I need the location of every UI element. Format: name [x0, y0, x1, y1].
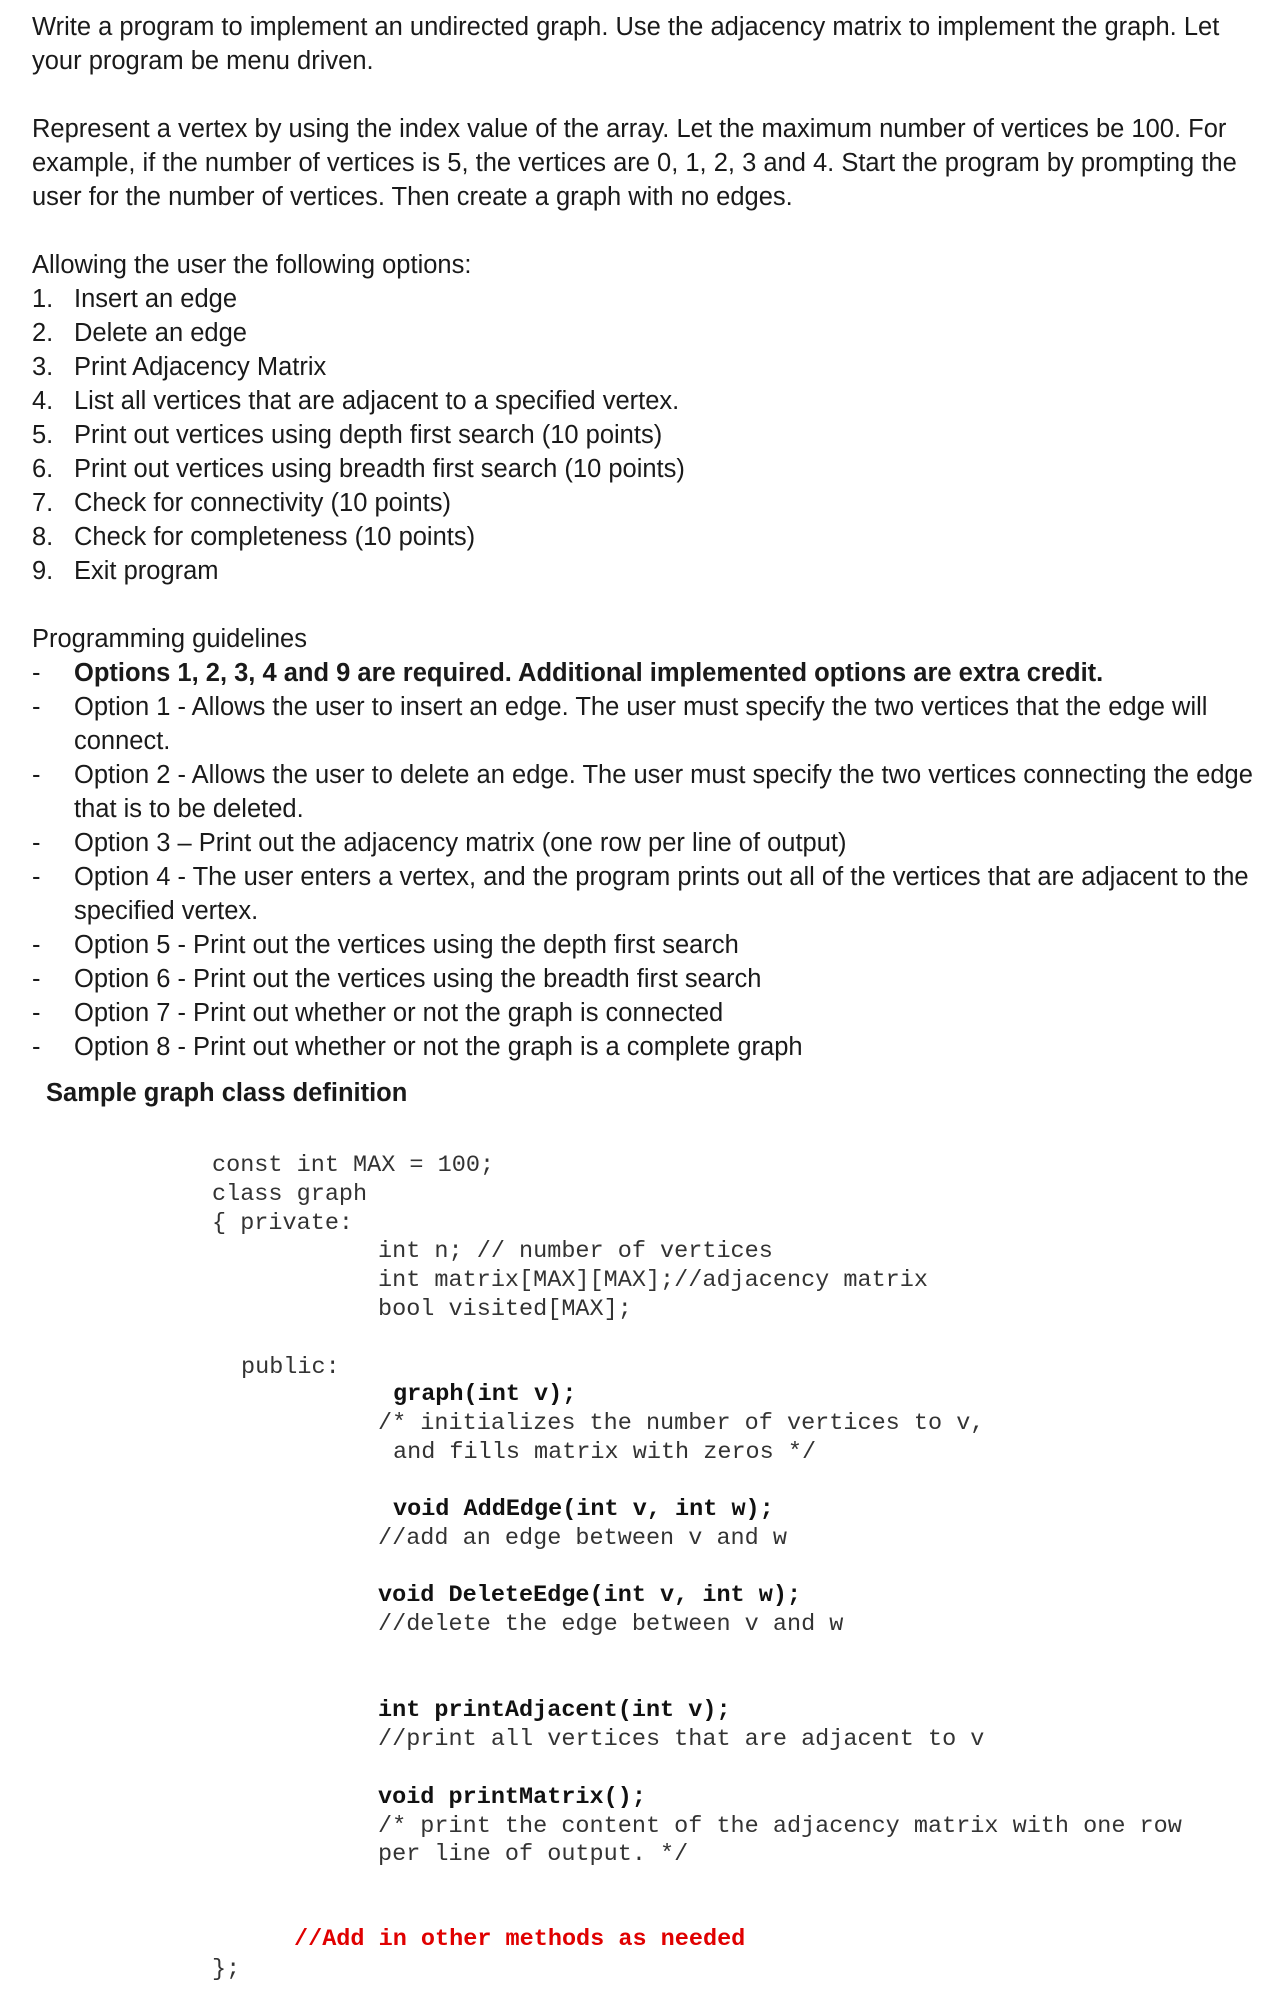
code-line: void DeleteEdge(int v, int w);	[378, 1582, 802, 1609]
options-list	[32, 282, 1262, 588]
code-line: /* print the content of the adjacency matrix with one row	[378, 1813, 1182, 1840]
list-item: - Option 6 - Print out the vertices using the breadth first search	[32, 965, 762, 993]
sample-heading: Sample graph class definition	[46, 1079, 408, 1107]
list-item: - Option 8 - Print out whether or not the graph is a complete graph	[32, 1033, 803, 1061]
code-line: //add an edge between v and w	[378, 1525, 787, 1552]
code-line: const int MAX = 100;	[212, 1152, 495, 1179]
code-line: void AddEdge(int v, int w);	[393, 1496, 774, 1523]
code-line: int printAdjacent(int v);	[378, 1697, 731, 1724]
code-line: and fills matrix with zeros */	[393, 1439, 817, 1466]
list-item: - Option 5 - Print out the vertices using the depth first search	[32, 931, 739, 959]
code-line: int n; // number of vertices	[378, 1238, 773, 1265]
code-line: per line of output. */	[378, 1841, 689, 1868]
list-item: - Option 2 - Allows the user to delete an edge. The user must specify the two vertices connecting the edge that is to be deleted.	[32, 761, 1253, 823]
code-line: class graph	[212, 1181, 368, 1208]
list-item: 7. Check for connectivity (10 points)	[32, 489, 451, 517]
code-line: public:	[241, 1354, 340, 1381]
list-item: 8. Check for completeness (10 points)	[32, 523, 476, 551]
code-comment-highlight: //Add in other methods as needed	[294, 1926, 746, 1953]
code-line: /* initializes the number of vertices to v,	[378, 1410, 985, 1437]
list-item: - Options 1, 2, 3, 4 and 9 are required. Additional implemented options are extra credit.	[32, 659, 1104, 687]
list-item: 3. Print Adjacency Matrix	[32, 353, 327, 381]
list-item: - Option 1 - Allows the user to insert an edge. The user must specify the two vertices that the edge will connect.	[32, 693, 1208, 755]
code-line: int matrix[MAX][MAX];//adjacency matrix	[378, 1267, 928, 1294]
list-item: 2. Delete an edge	[32, 319, 247, 347]
intro-paragraph-2: Represent a vertex by using the index value of the array. Let the maximum number of vertices be 100. For example, if the number of vertices is 5, the vertices are 0, 1, 2, 3 and 4. Start the program by prompting the user for the number of vertices. Then create a graph with no edges.	[32, 115, 1237, 211]
code-line: bool visited[MAX];	[378, 1296, 632, 1323]
list-item: - Option 4 - The user enters a vertex, and the program prints out all of the vertices that are adjacent to the specified vertex.	[32, 863, 1249, 925]
code-line: };	[212, 1956, 241, 1983]
list-item: - Option 7 - Print out whether or not the graph is connected	[32, 999, 724, 1027]
list-item: 1. Insert an edge	[32, 285, 238, 313]
guidelines-title: Programming guidelines	[32, 625, 307, 653]
list-item: 6. Print out vertices using breadth first search (10 points)	[32, 455, 685, 483]
code-line: { private:	[212, 1210, 354, 1237]
list-item: 4. List all vertices that are adjacent to a specified vertex.	[32, 387, 680, 415]
assignment-document	[32, 10, 1262, 1110]
code-line: //delete the edge between v and w	[378, 1611, 844, 1638]
options-intro: Allowing the user the following options:	[32, 251, 472, 279]
code-line: graph(int v);	[393, 1381, 577, 1408]
list-item: 5. Print out vertices using depth first search (10 points)	[32, 421, 663, 449]
code-line: //print all vertices that are adjacent to v	[378, 1726, 985, 1753]
code-line: void printMatrix();	[378, 1784, 646, 1811]
intro-paragraph-1: Write a program to implement an undirected graph. Use the adjacency matrix to implement the graph. Let your program be menu driven.	[32, 13, 1220, 75]
guidelines-list	[32, 656, 1262, 1064]
list-item: - Option 3 – Print out the adjacency matrix (one row per line of output)	[32, 829, 847, 857]
list-item: 9. Exit program	[32, 557, 219, 585]
